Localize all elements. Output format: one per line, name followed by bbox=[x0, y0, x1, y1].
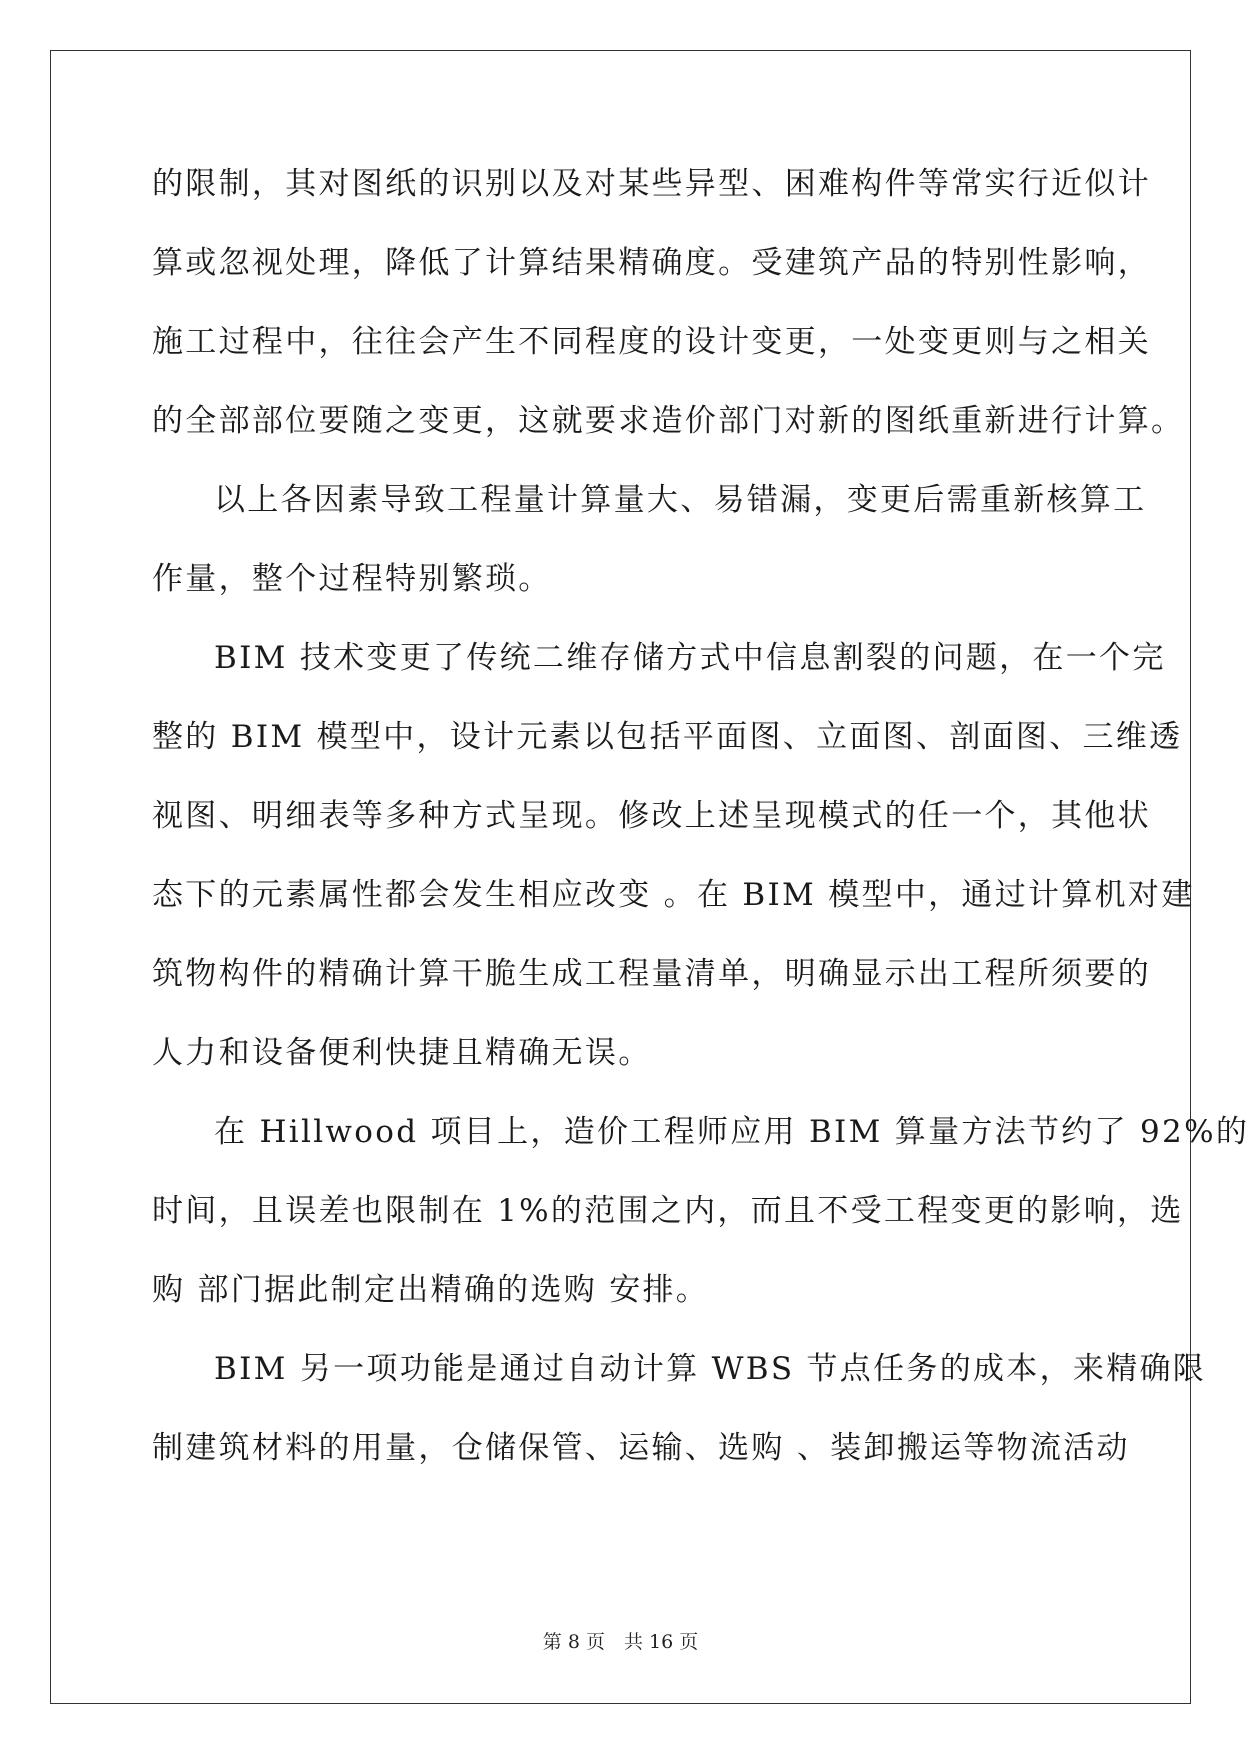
text-line: 购 部门据此制定出精确的选购 安排。 bbox=[152, 1272, 710, 1308]
paragraph-start-line: BIM 另一项功能是通过自动计算 WBS 节点任务的成本，来精确限 bbox=[214, 1351, 1207, 1387]
text-line: 人力和设备便利快捷且精确无误。 bbox=[152, 1035, 652, 1071]
text-line: 整的 BIM 模型中，设计元素以包括平面图、立面图、剖面图、三维透 bbox=[152, 719, 1183, 755]
page-footer: 第 8 页 共 16 页 bbox=[542, 1631, 699, 1653]
paragraph-start-line: 以上各因素导致工程量计算量大、易错漏，变更后需重新核算工 bbox=[214, 482, 1147, 518]
document-body bbox=[152, 162, 1249, 1505]
text-line: 的限制，其对图纸的识别以及对某些异型、困难构件等常实行近似计 bbox=[152, 166, 1151, 202]
text-line: 时间，且误差也限制在 1%的范围之内，而且不受工程变更的影响，选 bbox=[152, 1193, 1184, 1229]
text-line: 施工过程中，往往会产生不同程度的设计变更，一处变更则与之相关 bbox=[152, 324, 1151, 360]
paragraph-start-line: 在 Hillwood 项目上，造价工程师应用 BIM 算量方法节约了 92%的 bbox=[214, 1114, 1249, 1150]
text-line: 筑物构件的精确计算干脆生成工程量清单，明确显示出工程所须要的 bbox=[152, 956, 1151, 992]
text-line: 算或忽视处理，降低了计算结果精确度。受建筑产品的特别性影响， bbox=[152, 245, 1151, 281]
text-line: 的全部部位要随之变更，这就要求造价部门对新的图纸重新进行计算。 bbox=[152, 403, 1185, 439]
text-line: 制建筑材料的用量，仓储保管、运输、选购 、装卸搬运等物流活动 bbox=[152, 1430, 1130, 1466]
text-line: 作量，整个过程特别繁琐。 bbox=[152, 561, 552, 597]
paragraph-start-line: BIM 技术变更了传统二维存储方式中信息割裂的问题，在一个完 bbox=[214, 640, 1166, 676]
text-line: 视图、明细表等多种方式呈现。修改上述呈现模式的任一个，其他状 bbox=[152, 798, 1151, 834]
text-line: 态下的元素属性都会发生相应改变 。在 BIM 模型中，通过计算机对建 bbox=[152, 877, 1195, 913]
